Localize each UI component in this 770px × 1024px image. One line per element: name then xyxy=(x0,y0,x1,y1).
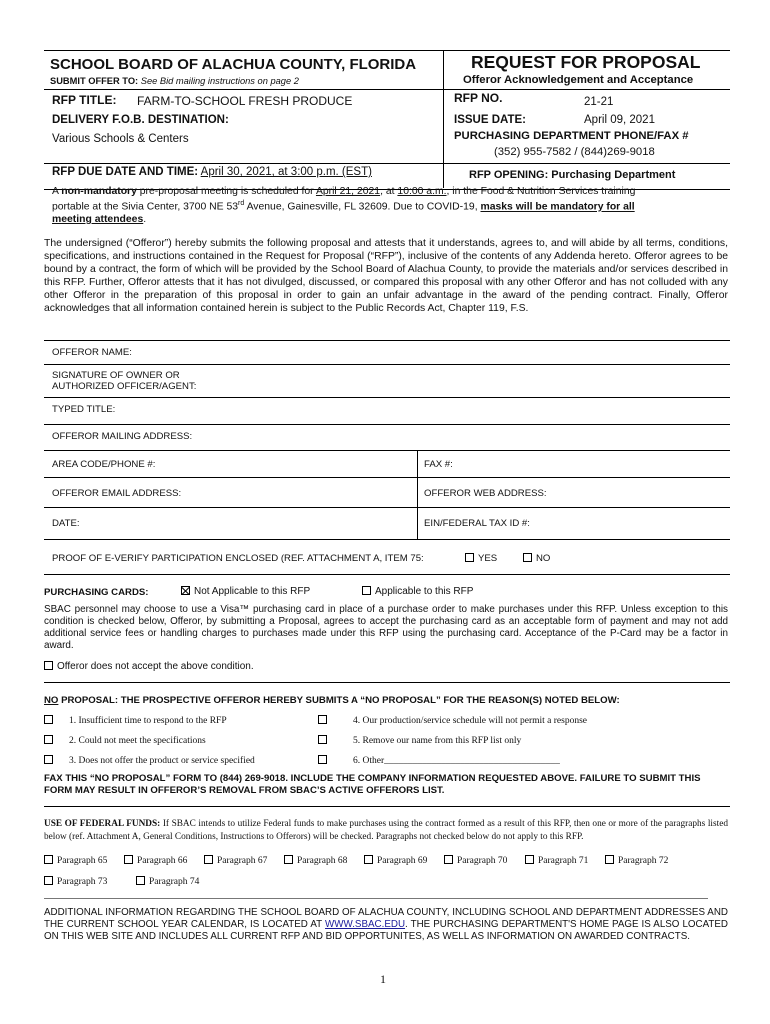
issue-date-label: ISSUE DATE: xyxy=(454,114,526,126)
header-rule xyxy=(44,163,730,164)
paragraph-label: Paragraph 74 xyxy=(149,877,200,887)
page-number: 1 xyxy=(380,972,386,986)
meeting-date: April 21, 2021 xyxy=(315,186,381,197)
paragraph-71-option[interactable] xyxy=(525,855,588,866)
purchasing-phone-value: (352) 955-7582 / (844)269-9018 xyxy=(494,146,655,158)
checkbox-icon[interactable] xyxy=(318,715,327,724)
pcard-label: PURCHASING CARDS: xyxy=(44,587,149,598)
everify-yes-option[interactable] xyxy=(465,553,497,564)
checkbox-icon[interactable] xyxy=(523,553,532,562)
web-address-field[interactable]: OFFEROR WEB ADDRESS: xyxy=(424,488,547,499)
school-board-title: SCHOOL BOARD OF ALACHUA COUNTY, FLORIDA xyxy=(50,56,417,73)
checkbox-icon[interactable] xyxy=(318,755,327,764)
rfp-no-label: RFP NO. xyxy=(454,91,503,105)
pcard-applicable-option[interactable] xyxy=(362,586,473,597)
checkbox-icon[interactable] xyxy=(444,855,453,864)
checkbox-icon[interactable] xyxy=(318,735,327,744)
paragraph-68-option[interactable] xyxy=(284,855,347,866)
rfp-opening-label: RFP OPENING: Purchasing Department xyxy=(469,169,676,181)
checkbox-icon[interactable] xyxy=(44,855,53,864)
due-date-value: April 30, 2021, at 3:00 p.m. (EST) xyxy=(200,166,372,178)
meeting-text: A xyxy=(52,186,59,197)
rfp-no-value: 21-21 xyxy=(584,96,614,108)
no-proposal-reason-6[interactable] xyxy=(318,755,560,766)
checkbox-icon[interactable] xyxy=(44,735,53,744)
header-rule xyxy=(44,89,730,90)
rfp-heading: REQUEST FOR PROPOSAL xyxy=(471,52,701,72)
paragraph-label: Paragraph 67 xyxy=(217,856,268,866)
no-proposal-reason-3[interactable] xyxy=(44,755,255,766)
divider xyxy=(44,898,708,899)
checkbox-icon[interactable] xyxy=(44,661,53,670)
header-divider xyxy=(443,50,444,188)
meeting-text: , in the Food & Nutrition Services training xyxy=(446,186,636,197)
phone-field[interactable]: AREA CODE/PHONE #: xyxy=(52,459,156,470)
paragraph-70-option[interactable] xyxy=(444,855,507,866)
reason-label: 1. Insufficient time to respond to the RFP xyxy=(69,716,227,726)
typed-title-field[interactable]: TYPED TITLE: xyxy=(52,404,116,415)
federal-funds-label: USE OF FEDERAL FUNDS: xyxy=(44,819,161,829)
no-proposal-no: NO xyxy=(44,695,59,706)
meeting-text: . xyxy=(143,213,147,225)
masks-notice: meeting attendees xyxy=(52,213,144,225)
paragraph-69-option[interactable] xyxy=(364,855,427,866)
paragraph-67-option[interactable] xyxy=(204,855,267,866)
meeting-text: rd xyxy=(238,200,245,208)
purchasing-phone-label: PURCHASING DEPARTMENT PHONE/FAX # xyxy=(454,130,689,142)
no-proposal-heading xyxy=(44,695,620,706)
meeting-notice xyxy=(52,186,700,226)
checkbox-icon[interactable] xyxy=(44,876,53,885)
masks-notice: masks will be mandatory for all xyxy=(480,201,635,213)
mailing-address-field[interactable]: OFFEROR MAILING ADDRESS: xyxy=(52,431,193,442)
pcard-decline-label: Offeror does not accept the above condition. xyxy=(57,661,254,672)
submit-offer-label: SUBMIT OFFER TO: xyxy=(50,76,139,86)
paragraph-73-option[interactable] xyxy=(44,876,107,887)
submit-offer-note: See Bid mailing instructions on page 2 xyxy=(140,76,299,86)
additional-info-paragraph xyxy=(44,907,728,943)
fax-no-proposal-notice: FAX THIS “NO PROPOSAL” FORM TO (844) 269-9018. INCLUDE THE COMPANY INFORMATION REQUESTED ABOVE. FAILURE TO SUBMIT THIS FORM MAY RESULT IN OFFEROR’S REMOVAL FROM SBAC’S ACTIVE OFFERORS LIST. xyxy=(44,773,701,797)
checkbox-icon[interactable] xyxy=(465,553,474,562)
pcard-applicable-label: Applicable to this RFP xyxy=(375,586,474,597)
pcard-decline-option[interactable] xyxy=(44,661,254,672)
checkbox-icon[interactable] xyxy=(605,855,614,864)
offeror-name-field[interactable]: OFFEROR NAME: xyxy=(52,347,132,358)
meeting-time: 10:00 a.m. xyxy=(397,186,447,197)
delivery-label: DELIVERY F.O.B. DESTINATION: xyxy=(52,114,229,126)
pcard-paragraph: SBAC personnel may choose to use a Visa™ purchasing card in place of a purchase order to make purchases under this RFP. Unless exception to this condition is checked below, Offeror, by submitting a Proposal, agrees to accept the purchasing card as an acceptable form of payment and may not add additional service fees or handling charges to purchases made under this RFP using the purchasing card. Acceptance of the P-Card may be a factor in award. xyxy=(44,604,728,652)
paragraph-66-option[interactable] xyxy=(124,855,187,866)
reason-label: 6. Other_____________________________________ xyxy=(353,756,560,766)
no-proposal-reason-5[interactable] xyxy=(318,735,521,746)
ein-field[interactable]: EIN/FEDERAL TAX ID #: xyxy=(424,518,530,529)
signature-label: AUTHORIZED OFFICER/AGENT: xyxy=(52,381,197,392)
rfp-title-value: FARM-TO-SCHOOL FRESH PRODUCE xyxy=(137,94,353,108)
checkbox-icon[interactable] xyxy=(44,755,53,764)
federal-funds-text: If SBAC intends to utilize Federal funds to make purchases using the contract formed as a result of this RFP, then one or more of the paragraphs listed below (ref. Attachment A, General Conditions, Instructions to Offerors) will be checked. Paragraphs not checked below do not apply to this RFP. xyxy=(44,819,728,842)
non-mandatory-label: non-mandatory xyxy=(61,186,137,197)
reason-label: 5. Remove our name from this RFP list only xyxy=(353,736,522,746)
paragraph-label: Paragraph 73 xyxy=(57,877,108,887)
meeting-text: Avenue, Gainesville, FL 32609. Due to COVID-19, xyxy=(246,201,478,213)
everify-label: PROOF OF E-VERIFY PARTICIPATION ENCLOSED (REF. ATTACHMENT A, ITEM 75: xyxy=(52,553,424,564)
pcard-not-applicable-option[interactable] xyxy=(181,586,310,597)
reason-label: 4. Our production/service schedule will not permit a response xyxy=(353,716,588,726)
acknowledgement-label: Offeror Acknowledgement and Acceptance xyxy=(463,74,694,86)
checkbox-icon[interactable] xyxy=(136,876,145,885)
no-proposal-heading-text: PROPOSAL: THE PROSPECTIVE OFFEROR HEREBY SUBMITS A “NO PROPOSAL” FOR THE REASON(S) NOTED BELOW: xyxy=(61,695,620,706)
rfp-title-label: RFP TITLE: xyxy=(52,93,117,107)
meeting-text: pre-proposal meeting is scheduled for xyxy=(139,186,314,197)
paragraph-label: Paragraph 66 xyxy=(137,856,188,866)
checkbox-icon[interactable] xyxy=(124,855,133,864)
due-date-label: RFP DUE DATE AND TIME: xyxy=(52,166,199,178)
issue-date-value: April 09, 2021 xyxy=(584,114,655,126)
checkbox-icon[interactable] xyxy=(204,855,213,864)
checkbox-icon[interactable] xyxy=(362,586,371,595)
paragraph-label: Paragraph 68 xyxy=(297,856,348,866)
additional-info-text: ADDITIONAL INFORMATION REGARDING THE SCHOOL BOARD OF ALACHUA COUNTY, INCLUDING SCHOOL AND DEPARTMENT ADDRESSES AND THE CURRENT SCHOOL YEAR CALENDAR, IS LOCATED AT xyxy=(44,907,728,931)
sbac-website-link[interactable]: WWW.SBAC.EDU xyxy=(325,919,406,931)
paragraph-label: Paragraph 71 xyxy=(538,856,589,866)
date-field[interactable]: DATE: xyxy=(52,518,80,529)
reason-label: 2. Could not meet the specifications xyxy=(69,736,206,746)
checkbox-icon[interactable] xyxy=(525,855,534,864)
paragraph-label: Paragraph 65 xyxy=(57,856,108,866)
meeting-text: , at xyxy=(380,186,395,197)
checked-checkbox-icon[interactable] xyxy=(181,586,190,595)
paragraph-label: Paragraph 72 xyxy=(618,856,669,866)
email-field[interactable]: OFFEROR EMAIL ADDRESS: xyxy=(52,488,182,499)
pcard-not-applicable-label: Not Applicable to this RFP xyxy=(194,586,311,597)
no-proposal-reason-2[interactable] xyxy=(44,735,206,746)
attestation-paragraph: The undersigned (“Offeror”) hereby submits the following proposal and attests that it understands, agrees to, and will abide by all terms, conditions, specifications, and instructions contained in the Request for Proposal (“RFP”), inclusive of the contents of any Addenda hereto. Offeror agrees to be bound by a contract, the form of which will be provided by the School Board of Alachua County, to provide the materials and/or services described in this RFP. Further, Offeror attests that it has not divulged, discussed, or compared this proposal with any other Offeror and has not colluded with any other Offeror in the preparation of this proposal in order to gain an unfair advantage in the award of the pending contract. Finally, Offeror acknowledges that all information contained herein is subject to the Public Records Act, Chapter 119, F.S. xyxy=(44,238,728,315)
paragraph-label: Paragraph 69 xyxy=(377,856,428,866)
delivery-value: Various Schools & Centers xyxy=(52,133,189,145)
paragraph-65-option[interactable] xyxy=(44,855,107,866)
fax-field[interactable]: FAX #: xyxy=(424,459,453,470)
additional-info-text: . THE PURCHASING DEPARTMENT'S HOME PAGE IS ALSO LOCATED ON THIS WEB SITE AND INCLUDES ALL CURRENT RFP AND BID OPPORTUNITES, AS WELL AS INFORMATION ON AWARDED CONTRACTS. xyxy=(44,919,728,943)
no-proposal-reason-4[interactable] xyxy=(318,715,587,726)
signature-field[interactable] xyxy=(52,370,196,392)
signature-label: SIGNATURE OF OWNER OR xyxy=(52,370,180,381)
meeting-text: portable at the Sivia Center, 3700 NE 53 xyxy=(52,201,238,213)
checkbox-icon[interactable] xyxy=(284,855,293,864)
reason-label: 3. Does not offer the product or service specified xyxy=(69,756,255,766)
checkbox-icon[interactable] xyxy=(364,855,373,864)
paragraph-72-option[interactable] xyxy=(605,855,668,866)
checkbox-icon[interactable] xyxy=(44,715,53,724)
no-proposal-reason-1[interactable] xyxy=(44,715,227,726)
paragraph-74-option[interactable] xyxy=(136,876,199,887)
everify-yes-label: YES xyxy=(478,553,498,564)
paragraph-label: Paragraph 70 xyxy=(457,856,508,866)
everify-no-option[interactable] xyxy=(523,553,550,564)
federal-funds-paragraph xyxy=(44,818,728,843)
everify-no-label: NO xyxy=(536,553,551,564)
